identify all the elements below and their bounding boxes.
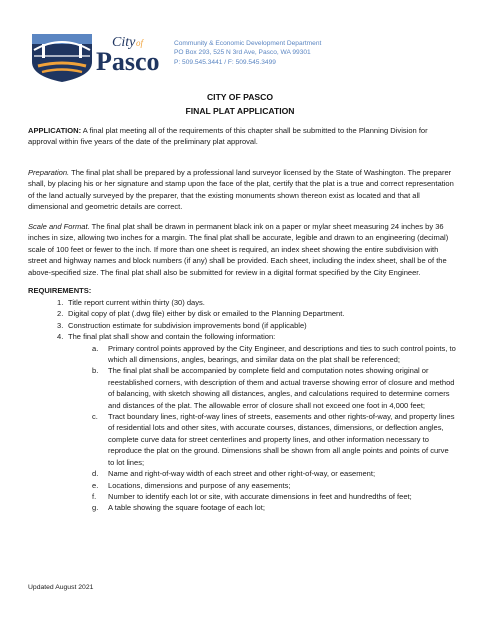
item-text: Construction estimate for subdivision improvements bond (if applicable) (68, 320, 307, 330)
sub-item-letter: c. (92, 412, 98, 422)
list-item (28, 297, 456, 308)
item-number: 2. (57, 309, 64, 319)
scale-format-paragraph (28, 221, 454, 278)
dept-phone: P: 509.545.3441 / F: 509.545.3499 (174, 58, 276, 66)
scale-format-label: Scale and Format. (28, 222, 90, 231)
item-number: 4. (57, 332, 64, 342)
list-item (28, 320, 456, 331)
sub-item-letter: a. (92, 343, 99, 353)
logo-of-text: of (136, 38, 144, 48)
department-contact (174, 39, 321, 67)
logo-pasco-text: Pasco (96, 47, 160, 76)
item-text: Title report current within thirty (30) days. (68, 298, 205, 307)
dept-address: PO Box 293, 525 N 3rd Ave, Pasco, WA 99301 (174, 49, 311, 57)
logo-city-text: City (112, 35, 136, 50)
sub-list-item (68, 502, 456, 513)
page-title: CITY OF PASCO (206, 92, 274, 102)
requirements-heading: REQUIREMENTS: (28, 286, 92, 295)
sub-list-item (68, 365, 456, 411)
item-text: The final plat shall show and contain the following information: (68, 332, 276, 342)
sub-list-item (68, 480, 456, 491)
sub-item-letter: b. (92, 366, 99, 376)
application-label: APPLICATION: (28, 126, 82, 135)
item-number: 1. (57, 298, 64, 307)
sub-item-text: Tract boundary lines, right-of-way lines of streets, easements and other rights-of-way, and property lines of residential lots and other sites, with accurate courses, distances, dimensions, or deflection angles, complete curve data for street centerlines and property lines, and other information necessary to reproduce the plat on the ground. Dimensions shall be shown from all angle points and points of curve to lot lines; (108, 412, 455, 467)
sub-list-item (68, 491, 456, 502)
list-item (28, 331, 456, 514)
sub-item-text: Name and right-of-way width of each street and other right-of-way, or easement; (108, 469, 376, 479)
dept-name: Community & Economic Development Department (174, 40, 322, 47)
sub-item-letter: g. (92, 503, 99, 513)
sub-item-text: Locations, dimensions and purpose of any easements; (108, 480, 291, 490)
city-of-pasco-logo (30, 26, 170, 82)
list-item (28, 308, 456, 319)
sub-list-item (68, 468, 456, 479)
item-number: 3. (57, 320, 64, 330)
sub-item-text: Number to identify each lot or site, with accurate dimensions in feet and hundredths of feet; (108, 491, 412, 501)
sub-item-text: The final plat shall be accompanied by complete field and computation notes showing original or reestablished corners, with description of them and actual traverse showing error of closure and method of balancing, with sketch showing all distances, angles, and calculations required to determine corners and distances of the plat. The allowable error of closure shall not exceed one foot in 4,000 feet; (108, 366, 455, 410)
application-text: A final plat meeting all of the requirements of this chapter shall be submitted to the Planning Division for approval within five years of the date of the preliminary plat approval. (28, 126, 428, 147)
plat-information-sublist (68, 343, 456, 514)
sub-list-item (68, 343, 456, 366)
preparation-label: Preparation. (28, 168, 70, 177)
sub-item-text: Primary control points approved by the City Engineer, and descriptions and ties to such control points, to which all dimensions, angles, bearings, and similar data on the plat shall be referenced; (108, 343, 456, 365)
preparation-text: The final plat shall be prepared by a professional land surveyor licensed by the State of Washington. The preparer shall, by placing his or her signature and stamp upon the face of the plat, certify that the plat is a true and correct representation of the land actually surveyed by the preparer, that the existing monuments shown thereon exist as located and that all dimensional and geometric details are correct. (28, 168, 454, 212)
sub-item-text: A table showing the square footage of each lot; (108, 503, 265, 513)
sub-item-letter: d. (92, 469, 99, 479)
sub-item-letter: e. (92, 480, 99, 490)
preparation-paragraph (28, 167, 454, 213)
application-paragraph (28, 125, 454, 148)
page-subtitle: FINAL PLAT APPLICATION (185, 106, 295, 116)
item-text: Digital copy of plat (.dwg file) either by disk or emailed to the Planning Department. (68, 309, 345, 319)
sub-item-letter: f. (92, 491, 97, 501)
scale-format-text: The final plat shall be drawn in permanent black ink on a paper or mylar sheet measuring 24 inches by 36 inches in size, allowing two inches for a margin. The final plat shall be accurate, legible and drawn to an engineering (decimal) scale of 100 feet or fewer to the inch. If more than one sheet is required, an index sheet showing the entire subdivision with street and highway names and block numbers (if any) shall be provided. Each sheet, including the index sheet, shall be of the above-specified size. The final plat shall also be submitted for review in a digital format specified by the City Engineer. (28, 222, 449, 277)
sub-list-item (68, 411, 456, 468)
requirements-list (28, 297, 456, 514)
updated-footer: Updated August 2021 (28, 584, 94, 591)
